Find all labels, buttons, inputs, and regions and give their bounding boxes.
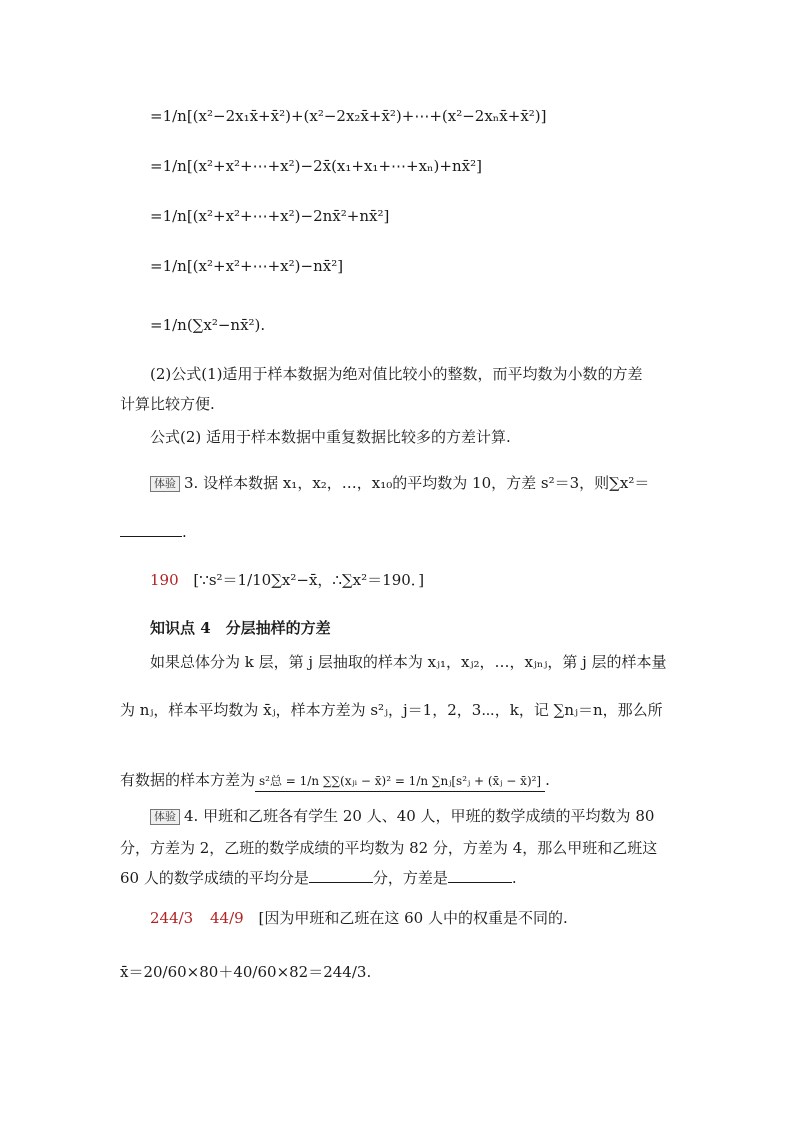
exercise-4-line-1	[150, 806, 680, 826]
exercise-3-text: 3. 设样本数据 x₁，x₂，…，x₁₀的平均数为 10，方差 s²＝3，则∑x²＝	[184, 474, 650, 492]
exercise-4-line-2: 分，方差为 2，乙班的数学成绩的平均数为 82 分，方差为 4，那么甲班和乙班这	[120, 839, 658, 857]
derivation-line-3: =1/n[(x²+x²+⋯+x²)−2nx̄²+nx̄²]	[150, 207, 390, 225]
exercise-3-solution	[150, 570, 680, 590]
section-4-lead: 有数据的样本方差为	[120, 771, 256, 789]
section-4-title: 知识点 4 分层抽样的方差	[150, 619, 331, 637]
exercise-4-explanation: [因为甲班和乙班在这 60 人中的权重是不同的.	[258, 909, 568, 927]
section-4-paragraph-2: 为 nⱼ，样本平均数为 x̄ⱼ，样本方差为 s²ⱼ，j＝1，2，3⋯，k，记 ∑nⱼ＝n，那么所	[120, 701, 663, 719]
exercise-4-text-1: 4. 甲班和乙班各有学生 20 人、40 人，甲班的数学成绩的平均数为 80	[184, 807, 655, 825]
exercise-badge: 体验	[150, 809, 180, 825]
stratified-variance-formula: s²总 = 1/n ∑∑(xⱼᵢ − x̄)² = 1/n ∑nⱼ[s²ⱼ + (x̄ⱼ − x̄)²]	[255, 771, 545, 792]
exercise-3-explanation: [∵s²＝1/10∑x²−x̄，∴∑x²＝190．]	[193, 571, 425, 589]
exercise-4-line-3	[120, 868, 680, 888]
exercise-4-text-3b: 分，方差是	[372, 869, 448, 887]
answer-variance: 44/9	[210, 909, 244, 927]
answer-blank-mean	[309, 868, 373, 883]
derivation-line-1: =1/n[(x²−2x₁x̄+x̄²)+(x²−2x₂x̄+x̄²)+⋯+(x²−2xₙx̄+x̄²)]	[150, 107, 547, 125]
exercise-3-blank-line	[120, 522, 680, 542]
exercise-3-answer: 190	[150, 571, 179, 589]
note-formula-2: 公式(2) 适用于样本数据中重复数据比较多的方差计算.	[150, 428, 511, 446]
answer-blank-variance	[448, 868, 512, 883]
exercise-badge: 体验	[150, 476, 180, 492]
derivation-line-4: =1/n[(x²+x²+⋯+x²)−nx̄²]	[150, 257, 344, 275]
section-4-paragraph-3	[120, 770, 680, 792]
note-formula-1: (2)公式(1)适用于样本数据为绝对值比较小的整数，而平均数为小数的方差	[150, 365, 643, 383]
answer-blank	[120, 522, 182, 537]
section-4-paragraph-1: 如果总体分为 k 层，第 j 层抽取的样本为 xⱼ₁，xⱼ₂，…，xⱼₙⱼ，第 j 层的样本量	[150, 653, 667, 671]
derivation-line-5: =1/n(∑x²−nx̄²).	[150, 316, 266, 334]
derivation-line-2: =1/n[(x²+x²+⋯+x²)−2x̄(x₁+x₁+⋯+xₙ)+nx̄²]	[150, 157, 482, 175]
exercise-3	[150, 473, 680, 493]
answer-mean: 244/3	[150, 909, 194, 927]
exercise-4-text-3a: 60 人的数学成绩的平均分是	[120, 869, 309, 887]
period: .	[511, 869, 517, 887]
period: .	[545, 771, 550, 789]
period: .	[182, 523, 187, 541]
exercise-4-solution	[150, 908, 680, 928]
exercise-4-calculation: x̄＝20/60×80＋40/60×82＝244/3.	[120, 963, 372, 981]
note-formula-1-cont: 计算比较方便.	[120, 395, 215, 413]
